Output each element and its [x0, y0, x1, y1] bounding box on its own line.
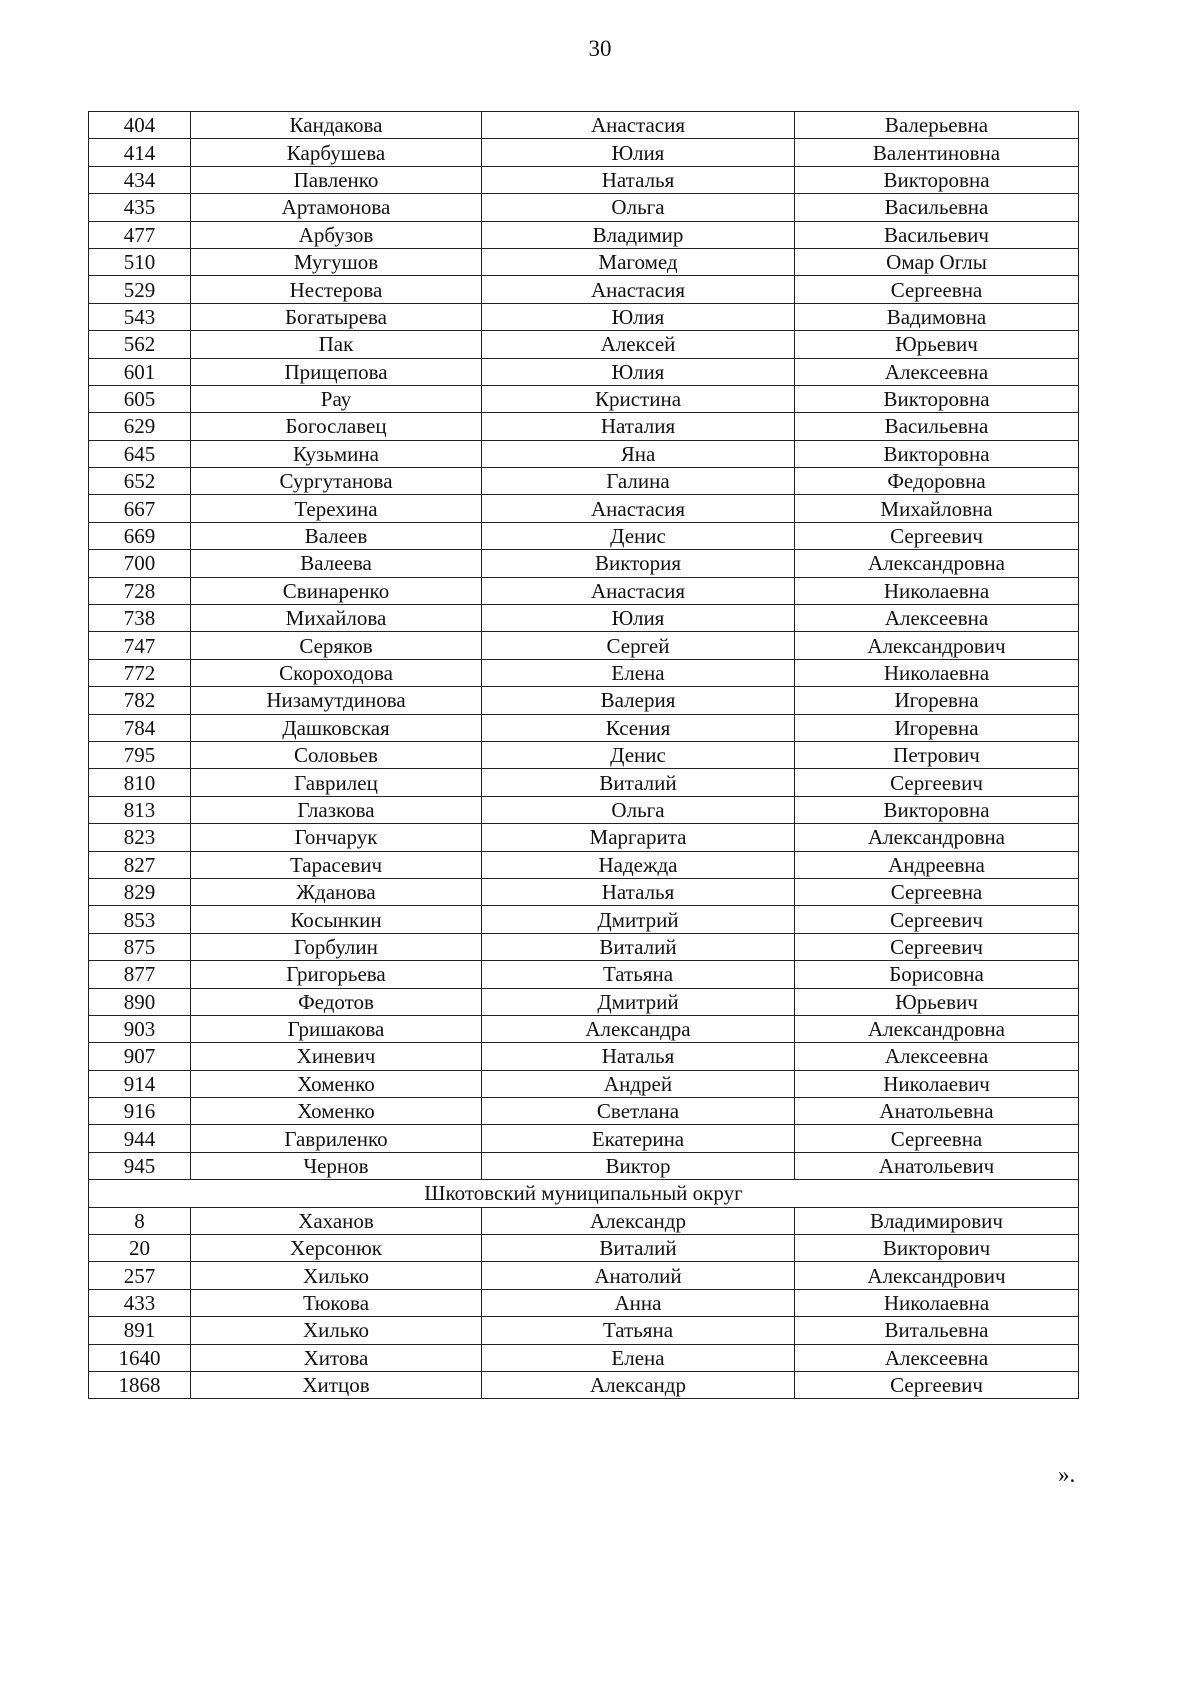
- table-row: [89, 385, 1079, 412]
- cell-number: 543: [89, 303, 191, 330]
- cell-patronymic: Омар Оглы: [795, 248, 1079, 275]
- table-row: [89, 1289, 1079, 1316]
- table-row: [89, 1043, 1079, 1070]
- cell-first-name: Сергей: [482, 632, 795, 659]
- table-row: [89, 1125, 1079, 1152]
- cell-last-name: Нестерова: [191, 276, 482, 303]
- table-row: [89, 1344, 1079, 1371]
- cell-number: 257: [89, 1262, 191, 1289]
- cell-patronymic: Анатольевна: [795, 1098, 1079, 1125]
- cell-last-name: Соловьев: [191, 741, 482, 768]
- table-row: [89, 1262, 1079, 1289]
- table-row: [89, 1371, 1079, 1398]
- cell-number: 890: [89, 988, 191, 1015]
- cell-number: 903: [89, 1015, 191, 1042]
- cell-last-name: Хилько: [191, 1317, 482, 1344]
- cell-last-name: Карбушева: [191, 139, 482, 166]
- cell-first-name: Виталий: [482, 769, 795, 796]
- cell-number: 529: [89, 276, 191, 303]
- cell-last-name: Хитцов: [191, 1371, 482, 1398]
- cell-last-name: Свинаренко: [191, 577, 482, 604]
- cell-patronymic: Игоревна: [795, 687, 1079, 714]
- cell-last-name: Сургутанова: [191, 468, 482, 495]
- cell-number: 829: [89, 878, 191, 905]
- cell-patronymic: Алексеевна: [795, 1344, 1079, 1371]
- cell-number: 645: [89, 440, 191, 467]
- cell-patronymic: Петрович: [795, 741, 1079, 768]
- cell-last-name: Кандакова: [191, 112, 482, 139]
- table-row: [89, 988, 1079, 1015]
- cell-patronymic: Васильевич: [795, 221, 1079, 248]
- cell-last-name: Пак: [191, 331, 482, 358]
- cell-patronymic: Александрович: [795, 632, 1079, 659]
- cell-patronymic: Алексеевна: [795, 605, 1079, 632]
- table-row: [89, 605, 1079, 632]
- cell-patronymic: Валентиновна: [795, 139, 1079, 166]
- cell-first-name: Галина: [482, 468, 795, 495]
- cell-last-name: Тарасевич: [191, 851, 482, 878]
- cell-number: 605: [89, 385, 191, 412]
- cell-first-name: Андрей: [482, 1070, 795, 1097]
- table-row: [89, 139, 1079, 166]
- table-row: [89, 824, 1079, 851]
- table-row: [89, 221, 1079, 248]
- cell-patronymic: Николаевна: [795, 1289, 1079, 1316]
- table-row: [89, 687, 1079, 714]
- table-row: [89, 659, 1079, 686]
- cell-number: 823: [89, 824, 191, 851]
- table-row: [89, 577, 1079, 604]
- table-row: [89, 632, 1079, 659]
- cell-last-name: Хоменко: [191, 1098, 482, 1125]
- cell-first-name: Надежда: [482, 851, 795, 878]
- cell-first-name: Дмитрий: [482, 988, 795, 1015]
- cell-first-name: Екатерина: [482, 1125, 795, 1152]
- table-row: [89, 796, 1079, 823]
- cell-last-name: Павленко: [191, 166, 482, 193]
- cell-last-name: Жданова: [191, 878, 482, 905]
- cell-patronymic: Сергеевич: [795, 769, 1079, 796]
- cell-patronymic: Игоревна: [795, 714, 1079, 741]
- cell-first-name: Наталья: [482, 1043, 795, 1070]
- cell-number: 629: [89, 413, 191, 440]
- cell-last-name: Валеев: [191, 522, 482, 549]
- cell-first-name: Анастасия: [482, 577, 795, 604]
- table-row: [89, 961, 1079, 988]
- cell-last-name: Кузьмина: [191, 440, 482, 467]
- page-number: 30: [588, 36, 612, 61]
- cell-last-name: Скороходова: [191, 659, 482, 686]
- cell-first-name: Юлия: [482, 358, 795, 385]
- table-row: [89, 413, 1079, 440]
- table-row: [89, 851, 1079, 878]
- cell-last-name: Гаврилец: [191, 769, 482, 796]
- table-row: [89, 1070, 1079, 1097]
- table-row: [89, 303, 1079, 330]
- cell-number: 562: [89, 331, 191, 358]
- cell-first-name: Виталий: [482, 933, 795, 960]
- cell-patronymic: Николаевна: [795, 659, 1079, 686]
- cell-first-name: Юлия: [482, 303, 795, 330]
- cell-last-name: Серяков: [191, 632, 482, 659]
- cell-number: 435: [89, 194, 191, 221]
- cell-first-name: Анастасия: [482, 495, 795, 522]
- table-row: [89, 468, 1079, 495]
- cell-last-name: Дашковская: [191, 714, 482, 741]
- cell-first-name: Александра: [482, 1015, 795, 1042]
- cell-last-name: Григорьева: [191, 961, 482, 988]
- cell-first-name: Валерия: [482, 687, 795, 714]
- table-row: [89, 714, 1079, 741]
- table-row: [89, 358, 1079, 385]
- voters-table: [88, 111, 1079, 1399]
- cell-last-name: Глазкова: [191, 796, 482, 823]
- cell-number: 728: [89, 577, 191, 604]
- cell-first-name: Елена: [482, 1344, 795, 1371]
- cell-patronymic: Анатольевич: [795, 1152, 1079, 1179]
- cell-first-name: Анатолий: [482, 1262, 795, 1289]
- cell-last-name: Прищепова: [191, 358, 482, 385]
- cell-patronymic: Васильевна: [795, 413, 1079, 440]
- cell-patronymic: Сергеевна: [795, 276, 1079, 303]
- table-row: [89, 522, 1079, 549]
- cell-patronymic: Юрьевич: [795, 988, 1079, 1015]
- cell-number: 782: [89, 687, 191, 714]
- cell-first-name: Татьяна: [482, 961, 795, 988]
- table-row: [89, 1152, 1079, 1179]
- cell-last-name: Херсонюк: [191, 1235, 482, 1262]
- cell-patronymic: Николаевич: [795, 1070, 1079, 1097]
- cell-number: 667: [89, 495, 191, 522]
- cell-patronymic: Николаевна: [795, 577, 1079, 604]
- cell-number: 810: [89, 769, 191, 796]
- cell-number: 434: [89, 166, 191, 193]
- cell-number: 772: [89, 659, 191, 686]
- cell-last-name: Гришакова: [191, 1015, 482, 1042]
- cell-number: 738: [89, 605, 191, 632]
- cell-last-name: Богатырева: [191, 303, 482, 330]
- cell-last-name: Горбулин: [191, 933, 482, 960]
- table-row: [89, 276, 1079, 303]
- cell-first-name: Виталий: [482, 1235, 795, 1262]
- cell-first-name: Наталья: [482, 166, 795, 193]
- cell-first-name: Александр: [482, 1207, 795, 1234]
- cell-first-name: Светлана: [482, 1098, 795, 1125]
- closing-quote-mark: ».: [1058, 1462, 1076, 1487]
- cell-patronymic: Сергеевна: [795, 878, 1079, 905]
- cell-number: 813: [89, 796, 191, 823]
- table-row: [89, 331, 1079, 358]
- cell-first-name: Денис: [482, 522, 795, 549]
- cell-first-name: Кристина: [482, 385, 795, 412]
- cell-first-name: Виктория: [482, 550, 795, 577]
- cell-first-name: Маргарита: [482, 824, 795, 851]
- cell-last-name: Гавриленко: [191, 1125, 482, 1152]
- cell-first-name: Яна: [482, 440, 795, 467]
- cell-patronymic: Викторовна: [795, 385, 1079, 412]
- cell-patronymic: Васильевна: [795, 194, 1079, 221]
- cell-patronymic: Александровна: [795, 1015, 1079, 1042]
- cell-patronymic: Сергеевна: [795, 1125, 1079, 1152]
- cell-first-name: Наталья: [482, 878, 795, 905]
- cell-patronymic: Борисовна: [795, 961, 1079, 988]
- cell-number: 669: [89, 522, 191, 549]
- cell-patronymic: Вадимовна: [795, 303, 1079, 330]
- cell-last-name: Федотов: [191, 988, 482, 1015]
- cell-first-name: Владимир: [482, 221, 795, 248]
- cell-first-name: Елена: [482, 659, 795, 686]
- cell-number: 877: [89, 961, 191, 988]
- cell-patronymic: Андреевна: [795, 851, 1079, 878]
- cell-number: 414: [89, 139, 191, 166]
- cell-number: 944: [89, 1125, 191, 1152]
- cell-patronymic: Викторовна: [795, 440, 1079, 467]
- cell-patronymic: Валерьевна: [795, 112, 1079, 139]
- table-row: [89, 906, 1079, 933]
- cell-patronymic: Викторович: [795, 1235, 1079, 1262]
- table-row: [89, 248, 1079, 275]
- cell-first-name: Александр: [482, 1371, 795, 1398]
- cell-last-name: Терехина: [191, 495, 482, 522]
- cell-last-name: Хитова: [191, 1344, 482, 1371]
- cell-first-name: Ольга: [482, 796, 795, 823]
- table-row: [89, 1207, 1079, 1234]
- cell-number: 875: [89, 933, 191, 960]
- cell-patronymic: Владимирович: [795, 1207, 1079, 1234]
- cell-first-name: Анна: [482, 1289, 795, 1316]
- cell-patronymic: Витальевна: [795, 1317, 1079, 1344]
- cell-last-name: Низамутдинова: [191, 687, 482, 714]
- cell-first-name: Татьяна: [482, 1317, 795, 1344]
- cell-number: 700: [89, 550, 191, 577]
- cell-number: 795: [89, 741, 191, 768]
- table-row: [89, 112, 1079, 139]
- cell-last-name: Хоменко: [191, 1070, 482, 1097]
- cell-number: 945: [89, 1152, 191, 1179]
- cell-number: 907: [89, 1043, 191, 1070]
- cell-patronymic: Александровна: [795, 550, 1079, 577]
- cell-number: 916: [89, 1098, 191, 1125]
- cell-number: 1868: [89, 1371, 191, 1398]
- cell-last-name: Хилько: [191, 1262, 482, 1289]
- cell-number: 747: [89, 632, 191, 659]
- table-row: [89, 440, 1079, 467]
- cell-first-name: Виктор: [482, 1152, 795, 1179]
- cell-last-name: Рау: [191, 385, 482, 412]
- cell-last-name: Хаханов: [191, 1207, 482, 1234]
- cell-patronymic: Алексеевна: [795, 1043, 1079, 1070]
- cell-last-name: Хиневич: [191, 1043, 482, 1070]
- cell-number: 652: [89, 468, 191, 495]
- cell-number: 1640: [89, 1344, 191, 1371]
- cell-patronymic: Сергеевич: [795, 933, 1079, 960]
- table-row: [89, 933, 1079, 960]
- table-row: [89, 741, 1079, 768]
- cell-first-name: Дмитрий: [482, 906, 795, 933]
- cell-patronymic: Викторовна: [795, 166, 1079, 193]
- cell-last-name: Михайлова: [191, 605, 482, 632]
- cell-first-name: Анастасия: [482, 276, 795, 303]
- cell-first-name: Магомед: [482, 248, 795, 275]
- section-title: Шкотовский муниципальный округ: [89, 1180, 1079, 1207]
- cell-number: 891: [89, 1317, 191, 1344]
- cell-number: 827: [89, 851, 191, 878]
- cell-first-name: Юлия: [482, 605, 795, 632]
- table-row: [89, 878, 1079, 905]
- cell-patronymic: Сергеевич: [795, 522, 1079, 549]
- cell-first-name: Анастасия: [482, 112, 795, 139]
- cell-number: 510: [89, 248, 191, 275]
- table-row: [89, 1235, 1079, 1262]
- cell-last-name: Косынкин: [191, 906, 482, 933]
- cell-last-name: Богославец: [191, 413, 482, 440]
- cell-number: 404: [89, 112, 191, 139]
- table-row: [89, 495, 1079, 522]
- cell-last-name: Тюкова: [191, 1289, 482, 1316]
- cell-patronymic: Сергеевич: [795, 906, 1079, 933]
- cell-number: 914: [89, 1070, 191, 1097]
- cell-last-name: Чернов: [191, 1152, 482, 1179]
- cell-first-name: Денис: [482, 741, 795, 768]
- cell-last-name: Гончарук: [191, 824, 482, 851]
- cell-number: 477: [89, 221, 191, 248]
- cell-patronymic: Юрьевич: [795, 331, 1079, 358]
- table-row: [89, 1317, 1079, 1344]
- cell-patronymic: Сергеевич: [795, 1371, 1079, 1398]
- cell-number: 601: [89, 358, 191, 385]
- cell-last-name: Валеева: [191, 550, 482, 577]
- table-row: [89, 194, 1079, 221]
- cell-patronymic: Александровна: [795, 824, 1079, 851]
- cell-first-name: Юлия: [482, 139, 795, 166]
- cell-number: 20: [89, 1235, 191, 1262]
- cell-patronymic: Викторовна: [795, 796, 1079, 823]
- cell-last-name: Арбузов: [191, 221, 482, 248]
- cell-number: 784: [89, 714, 191, 741]
- table-row: [89, 166, 1079, 193]
- cell-number: 8: [89, 1207, 191, 1234]
- cell-first-name: Ксения: [482, 714, 795, 741]
- cell-patronymic: Федоровна: [795, 468, 1079, 495]
- cell-patronymic: Алексеевна: [795, 358, 1079, 385]
- table-row: [89, 1015, 1079, 1042]
- cell-last-name: Артамонова: [191, 194, 482, 221]
- cell-number: 853: [89, 906, 191, 933]
- table-row: [89, 550, 1079, 577]
- table-row: [89, 769, 1079, 796]
- cell-last-name: Мугушов: [191, 248, 482, 275]
- cell-first-name: Наталия: [482, 413, 795, 440]
- cell-patronymic: Михайловна: [795, 495, 1079, 522]
- cell-patronymic: Александрович: [795, 1262, 1079, 1289]
- section-row: [89, 1180, 1079, 1207]
- cell-first-name: Ольга: [482, 194, 795, 221]
- cell-number: 433: [89, 1289, 191, 1316]
- table-row: [89, 1098, 1079, 1125]
- cell-first-name: Алексей: [482, 331, 795, 358]
